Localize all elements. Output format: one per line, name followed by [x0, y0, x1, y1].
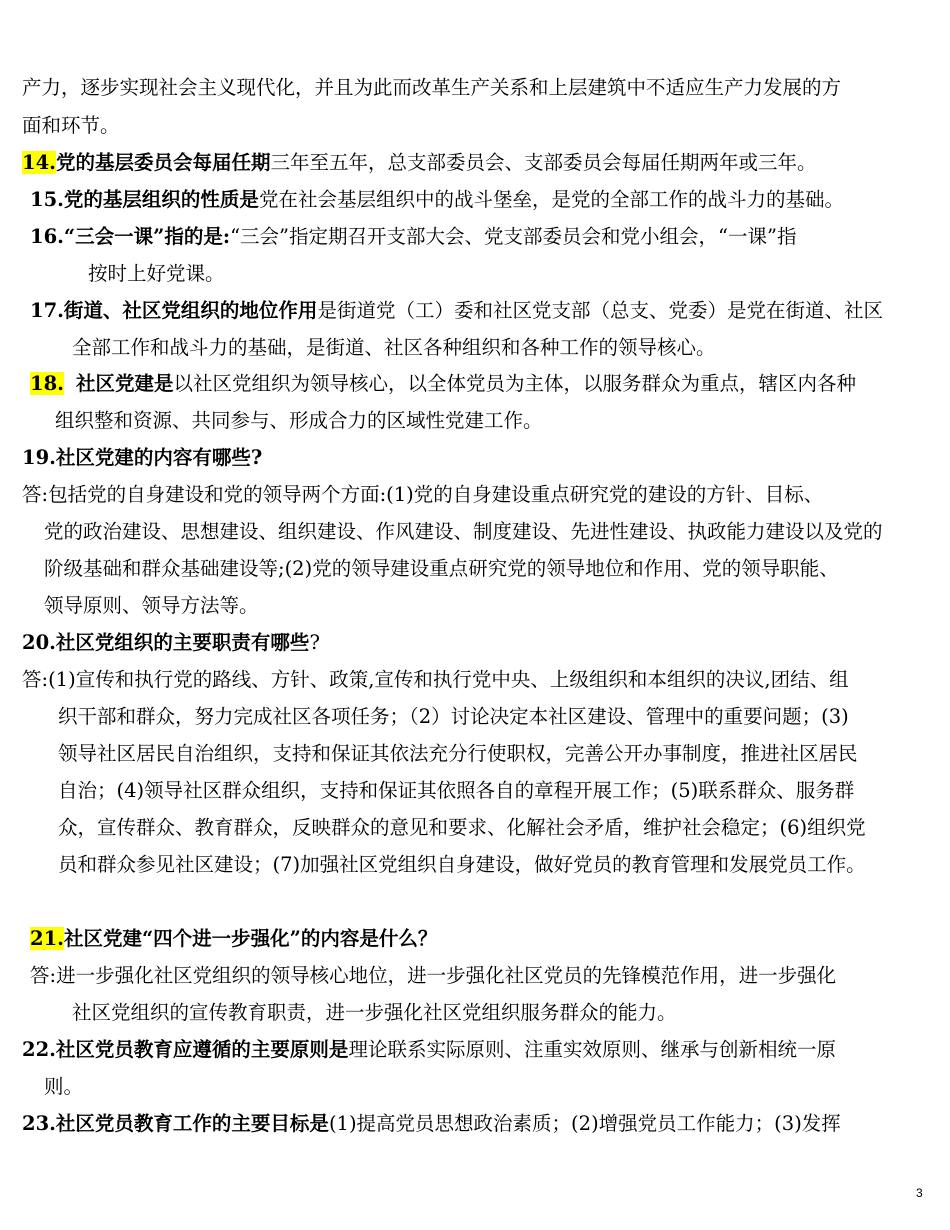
item-21-answer-line: 答:进一步强化社区党组织的领导核心地位，进一步强化社区党员的先锋模范作用，进一步强化 — [30, 964, 837, 987]
item-22-title: 22.社区党员教育应遵循的主要原则是 — [22, 1038, 349, 1061]
item-20-answer-line: 织干部和群众，努力完成社区各项任务；（2）讨论决定本社区建设、管理中的重要问题；(3) — [58, 705, 849, 728]
item-19-answer-line: 阶级基础和群众基础建设等;(2)党的领导建设重点研究党的领导地位和作用、党的领导职能、 — [44, 557, 839, 580]
item-17-continuation: 全部工作和战斗力的基础，是街道、社区各种组织和各种工作的领导核心。 — [72, 336, 716, 359]
item-22-body: 理论联系实际原则、注重实效原则、继承与创新相统一原 — [348, 1038, 836, 1061]
item-23 — [22, 1112, 841, 1136]
item-20-question-text: 20.社区党组织的主要职责有哪些 — [22, 631, 310, 654]
item-16-continuation: 按时上好党课。 — [88, 262, 225, 285]
item-16 — [30, 225, 796, 249]
item-19-question: 19.社区党建的内容有哪些? — [22, 446, 263, 469]
item-23-title: 23.社区党员教育工作的主要目标是 — [22, 1112, 329, 1135]
paragraph-line: 面和环节。 — [22, 114, 120, 137]
item-21-question — [30, 927, 437, 951]
item-23-body: (1)提高党员思想政治素质；(2)增强党员工作能力；(3)发挥 — [328, 1112, 841, 1135]
item-15-body: 党在社会基层组织中的战斗堡垒，是党的全部工作的战斗力的基础。 — [258, 188, 844, 211]
item-22-continuation: 则。 — [44, 1075, 84, 1098]
item-15-title: 15.党的基层组织的性质是 — [30, 188, 259, 211]
item-19-answer-line: 答:包括党的自身建设和党的领导两个方面:(1)党的自身建设重点研究党的建设的方针、目标、 — [22, 483, 824, 506]
item-21-question-text: 社区党建“四个进一步强化”的内容是什么？ — [63, 927, 438, 950]
item-18-number: 18. — [30, 372, 64, 395]
item-20-question — [22, 631, 320, 655]
item-20-answer-line: 自治；(4)领导社区群众组织，支持和保证其依照各自的章程开展工作；(5)联系群众、服务群 — [58, 779, 855, 802]
item-20-answer-line: 答:(1)宣传和执行党的路线、方针、政策,宣传和执行党中央、上级组织和本组织的决议,团结、组 — [22, 668, 849, 691]
page-number: 3 — [916, 1186, 923, 1200]
item-20-question-mark: ? — [309, 631, 320, 654]
item-16-title: 16.“三会一课”指的是: — [30, 225, 231, 248]
item-21-answer-line: 社区党组织的宣传教育职责，进一步强化社区党组织服务群众的能力。 — [72, 1001, 677, 1024]
paragraph-line: 产力，逐步实现社会主义现代化，并且为此而改革生产关系和上层建筑中不适应生产力发展的方 — [22, 76, 842, 99]
item-17-title: 17.街道、社区党组织的地位作用 — [30, 299, 318, 322]
item-20-answer-line: 领导社区居民自治组织，支持和保证其依法充分行使职权，完善公开办事制度，推进社区居民 — [58, 742, 858, 765]
item-14 — [22, 151, 816, 175]
item-20-answer-line: 员和群众参见社区建设；(7)加强社区党组织自身建设，做好党员的教育管理和发展党员工作。 — [58, 853, 866, 876]
item-14-number: 14. — [22, 151, 56, 174]
item-22 — [22, 1038, 836, 1062]
item-17-body: 是街道党（工）委和社区党支部（总支、党委）是党在街道、社区 — [317, 299, 883, 322]
item-21-number: 21. — [30, 927, 64, 950]
item-18-title: 社区党建是 — [75, 372, 174, 395]
item-18-body: 以社区党组织为领导核心，以全体党员为主体，以服务群众为重点，辖区内各种 — [173, 372, 856, 395]
item-14-body: 三年至五年，总支部委员会、支部委员会每届任期两年或三年。 — [270, 151, 817, 174]
item-20-answer-line: 众，宣传群众、教育群众，反映群众的意见和要求、化解社会矛盾，维护社会稳定；(6)组织党 — [58, 816, 866, 839]
item-17 — [30, 299, 883, 323]
item-15 — [30, 188, 844, 212]
item-14-title: 党的基层委员会每届任期 — [55, 151, 271, 174]
item-16-body: “三会”指定期召开支部大会、党支部委员会和党小组会，“一课”指 — [230, 225, 797, 248]
item-19-answer-line: 领导原则、领导方法等。 — [44, 594, 259, 617]
item-18-continuation: 组织整和资源、共同参与、形成合力的区域性党建工作。 — [55, 409, 543, 432]
item-18 — [30, 372, 856, 396]
item-19-answer-line: 党的政治建设、思想建设、组织建设、作风建设、制度建设、先进性建设、执政能力建设以及党的 — [44, 520, 883, 543]
